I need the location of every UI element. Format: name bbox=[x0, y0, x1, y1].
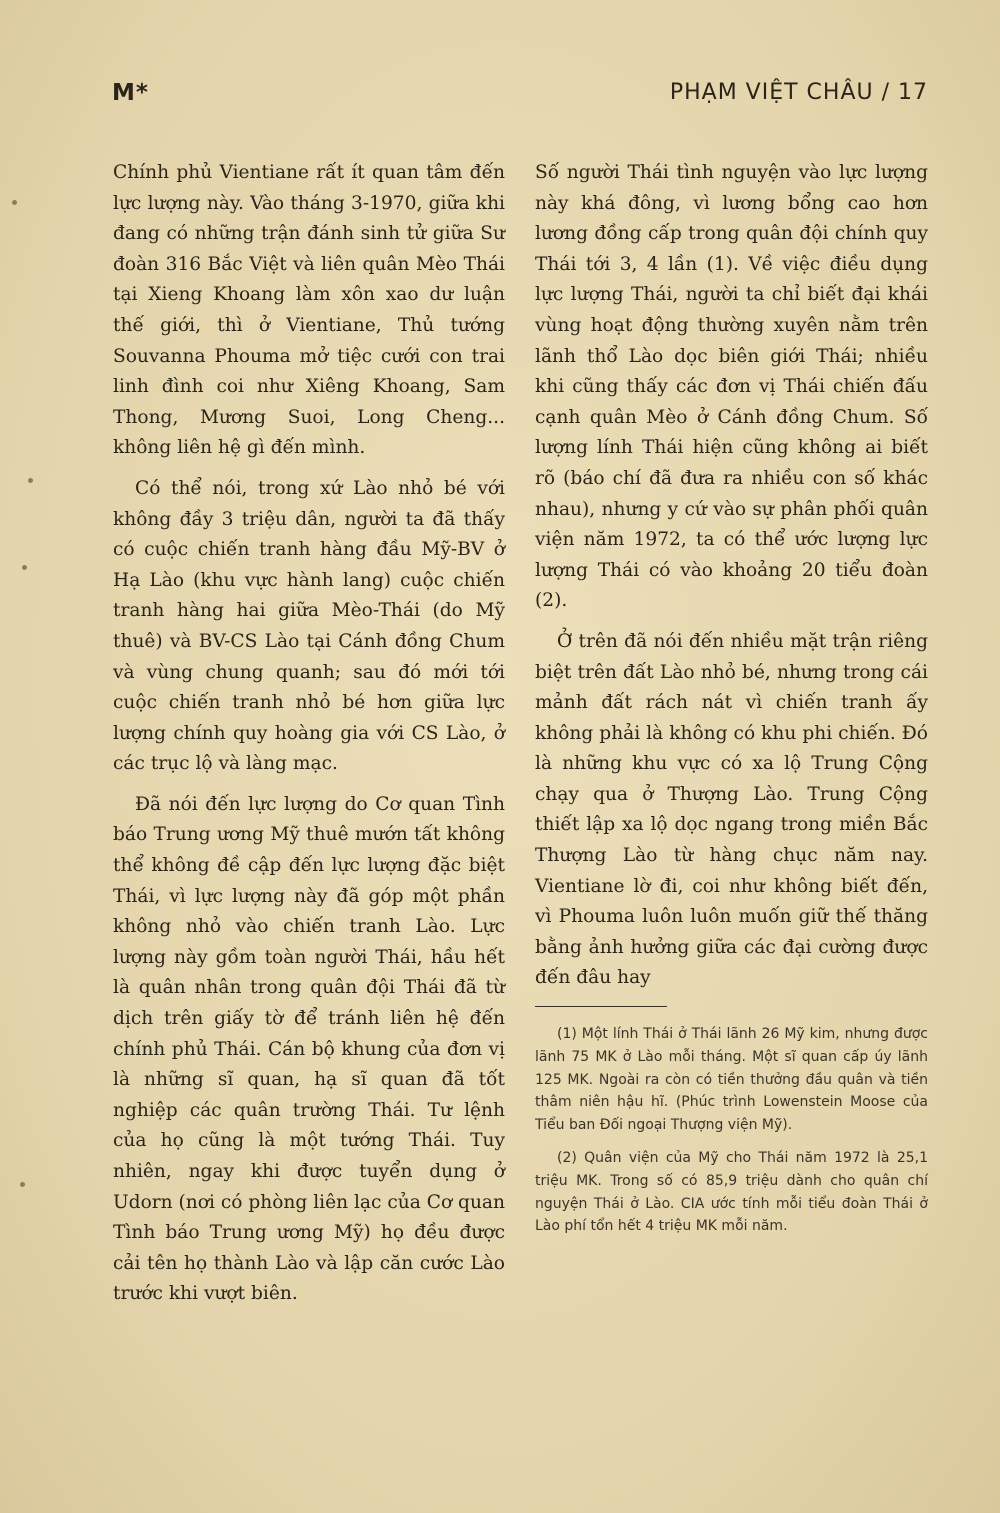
right-column bbox=[535, 158, 928, 1248]
header-mark: M* bbox=[112, 80, 149, 106]
left-column bbox=[113, 158, 505, 1320]
page-header bbox=[112, 80, 928, 114]
paper-speck bbox=[28, 478, 33, 483]
running-head: PHẠM VIỆT CHÂU / 17 bbox=[669, 80, 928, 105]
paper-speck bbox=[12, 200, 17, 205]
paper-speck bbox=[20, 1182, 25, 1187]
footnote: (1) Một lính Thái ở Thái lãnh 26 Mỹ kim, nhưng được lãnh 75 MK ở Lào mỗi tháng. Một sĩ quan cấp úy lãnh 125 MK. Ngoài ra còn có tiền thưởng đầu quân và tiền thâm niên hậu hĩ. (Phúc trình Lowenstein Moose của Tiểu ban Đối ngoại Thượng viện Mỹ). bbox=[535, 1026, 928, 1134]
paragraph: Số người Thái tình nguyện vào lực lượng này khá đông, vì lương bổng cao hơn lương đồng cấp trong quân đội chính quy Thái tới 3, 4 lần (1). Về việc điều dụng lực lượng Thái, người ta chỉ biết đại khái vùng hoạt động thường xuyên nằm trên lãnh thổ Lào dọc biên giới Thái; nhiều khi cũng thấy các đơn vị Thái chiến đấu cạnh quân Mèo ở Cánh đồng Chum. Số lượng lính Thái hiện cũng không ai biết rõ (báo chí đã đưa ra nhiều con số khác nhau), nhưng y cứ vào sự phân phối quân viện năm 1972, ta có thể ước lượng lực lượng Thái có vào khoảng 20 tiểu đoàn (2). bbox=[535, 162, 928, 612]
paragraph: Có thể nói, trong xứ Lào nhỏ bé với không đầy 3 triệu dân, người ta đã thấy có cuộc chiến tranh hàng đầu Mỹ-BV ở Hạ Lào (khu vực hành lang) cuộc chiến tranh hàng hai giữa Mèo-Thái (do Mỹ thuê) và BV-CS Lào tại Cánh đồng Chum và vùng chung quanh; sau đó mới tới cuộc chiến tranh nhỏ bé hơn giữa lực lượng chính quy hoàng gia với CS Lào, ở các trục lộ và làng mạc. bbox=[113, 477, 505, 775]
paragraph: Đã nói đến lực lượng do Cơ quan Tình báo Trung ương Mỹ thuê mướn tất không thể không đề cập đến lực lượng đặc biệt Thái, vì lực lượng này đã góp một phần không nhỏ vào chiến tranh Lào. Lực lượng này gồm toàn người Thái, hầu hết là quân nhân trong quân đội Thái đã từ dịch trên giấy tờ để tránh liên hệ đến chính phủ Thái. Cán bộ khung của đơn vị là những sĩ quan, hạ sĩ quan đã tốt nghiệp các quân trường Thái. Tư lệnh của họ cũng là một tướng Thái. Tuy nhiên, ngay khi được tuyển dụng ở Udorn (nơi có phòng liên lạc của Cơ quan Tình báo Trung ương Mỹ) họ đều được cải tên họ thành Lào và lập căn cước Lào trước khi vượt biên. bbox=[113, 793, 505, 1305]
paragraph: Chính phủ Vientiane rất ít quan tâm đến lực lượng này. Vào tháng 3-1970, giữa khi đang có những trận đánh sinh tử giữa Sư đoàn 316 Bắc Việt và liên quân Mèo Thái tại Xieng Khoang làm xôn xao dư luận thế giới, thì ở Vientiane, Thủ tướng Souvanna Phouma mở tiệc cưới con trai linh đình coi như Xiêng Khoang, Sam Thong, Mương Suoi, Long Cheng... không liên hệ gì đến mình. bbox=[113, 162, 505, 459]
paragraph: Ở trên đã nói đến nhiều mặt trận riêng biệt trên đất Lào nhỏ bé, nhưng trong cái mảnh đất rách nát vì chiến tranh ấy không phải là không có khu phi chiến. Đó là những khu vực có xa lộ Trung Cộng chạy qua ở Thượng Lào. Trung Cộng thiết lập xa lộ dọc ngang trong miền Bắc Thượng Lào từ hàng chục năm nay. Vientiane lờ đi, coi như không biết đến, vì Phouma luôn luôn muốn giữ thế thăng bằng ảnh hưởng giữa các đại cường được đến đâu hay bbox=[535, 630, 928, 989]
paper-speck bbox=[22, 565, 27, 570]
footnote-divider bbox=[535, 1006, 667, 1007]
footnote: (2) Quân viện của Mỹ cho Thái năm 1972 là 25,1 triệu MK. Trong số có 85,9 triệu dành cho quân chí nguyện Thái ở Lào. CIA ước tính mỗi tiểu đoàn Thái ở Lào phí tổn hết 4 triệu MK mỗi năm. bbox=[535, 1150, 928, 1235]
